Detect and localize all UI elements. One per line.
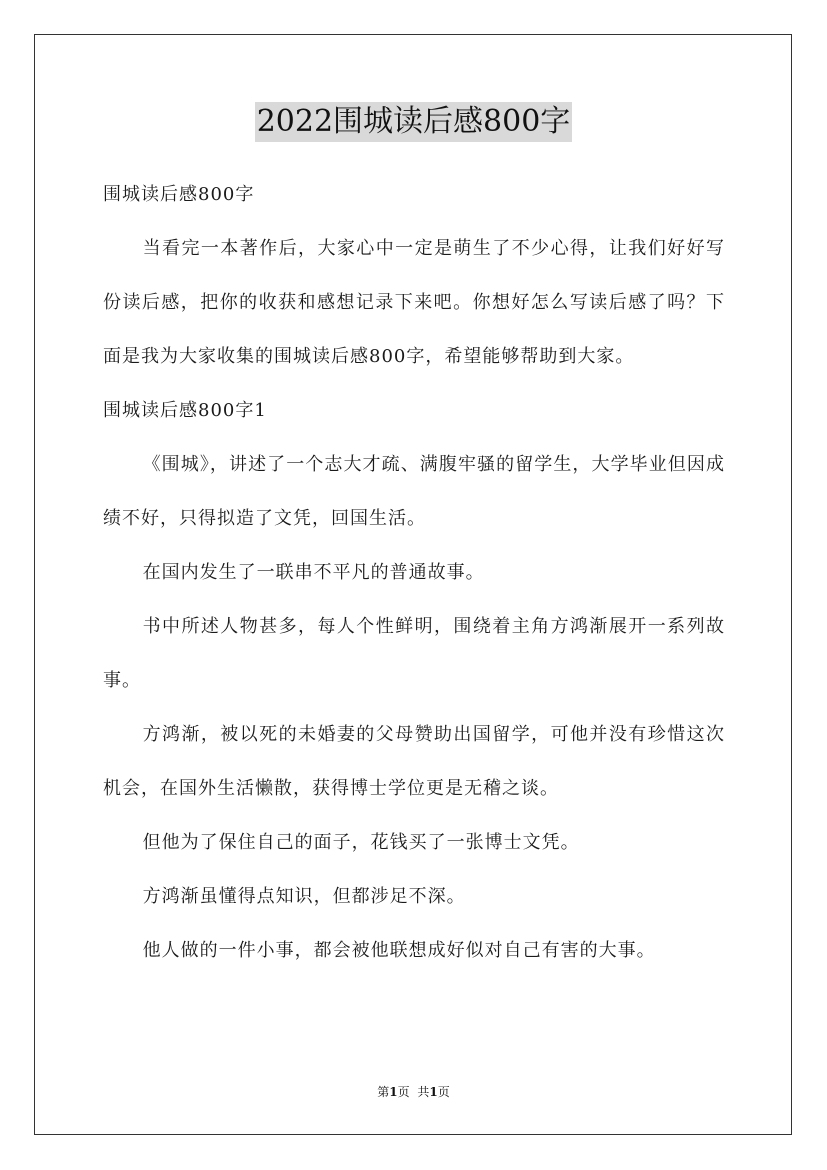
paragraph: 他人做的一件小事，都会被他联想成好似对自己有害的大事。: [142, 940, 656, 961]
paragraph: 方鸿渐，被以死的未婚妻的父母赞助出国留学，可他并没有珍惜这次机会，在国外生活懒散，获得博士学位更是无稽之谈。: [103, 724, 725, 799]
document-title: 2022围城读后感800字: [255, 102, 573, 142]
paragraph: 在国内发生了一联串不平凡的普通故事。: [142, 562, 485, 583]
section-heading: 围城读后感800字: [103, 184, 255, 205]
paragraph: 方鸿渐虽懂得点知识，但都涉足不深。: [142, 886, 466, 907]
total-suffix: 页: [437, 1085, 450, 1099]
paragraph: 当看完一本著作后，大家心中一定是萌生了不少心得，让我们好好写份读后感，把你的收获和感想记录下来吧。你想好怎么写读后感了吗？下面是我为大家收集的围城读后感800字，希望能够帮助到大家。: [103, 238, 725, 367]
section-heading: 围城读后感800字1: [103, 400, 267, 421]
paragraph: 但他为了保住自己的面子，花钱买了一张博士文凭。: [142, 832, 580, 853]
page-prefix: 第: [377, 1085, 390, 1099]
title-container: [0, 102, 827, 142]
paragraph: 《围城》，讲述了一个志大才疏、满腹牢骚的留学生，大学毕业但因成绩不好，只得拟造了文凭，回国生活。: [103, 454, 725, 529]
page-current: 1: [389, 1085, 398, 1099]
total-prefix: 共: [417, 1085, 430, 1099]
page-suffix: 页: [397, 1085, 410, 1099]
paragraph: 书中所述人物甚多，每人个性鲜明，围绕着主角方鸿渐展开一系列故事。: [103, 616, 725, 691]
document-body: [103, 168, 725, 978]
page-total: 1: [429, 1085, 438, 1099]
page-footer: [0, 1082, 827, 1102]
